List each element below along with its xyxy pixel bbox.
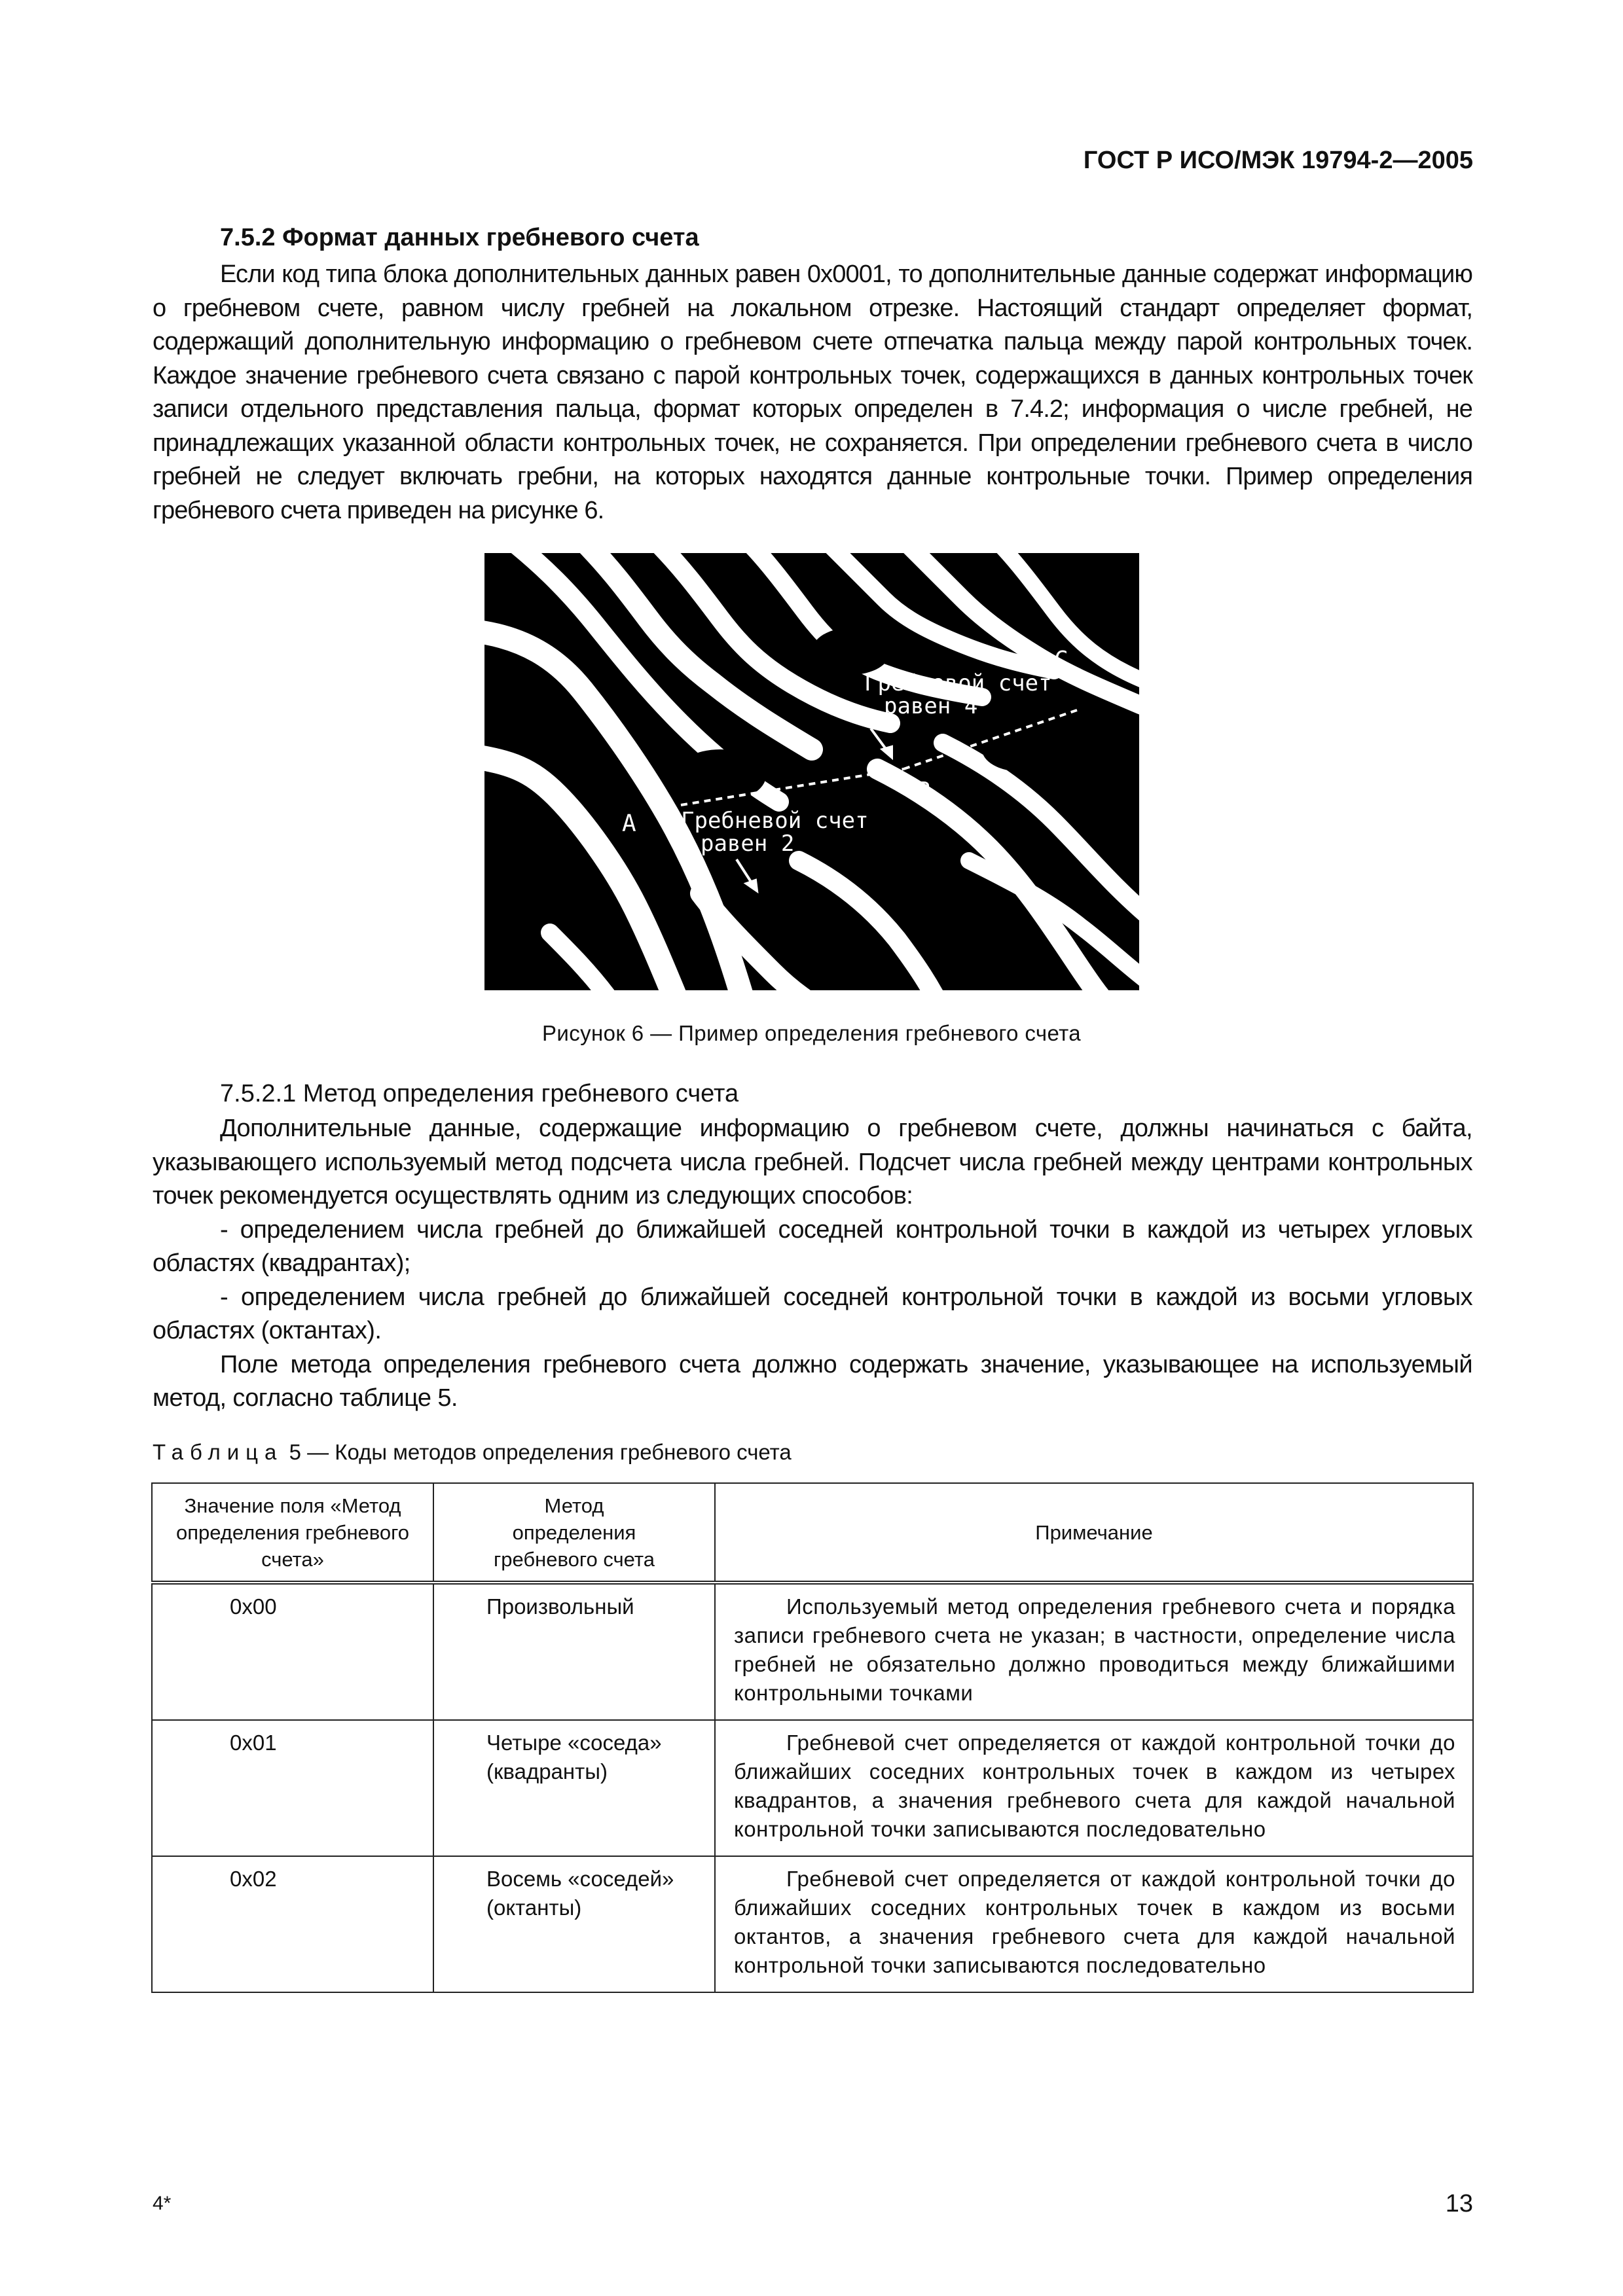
- subsection-paragraph-2: Поле метода определения гребневого счета должно содержать значение, указывающее на используемый метод, согласно таблице 5.: [153, 1350, 1472, 1412]
- cell-method: Четыре «соседа» (квадранты): [433, 1720, 715, 1856]
- point-c-label: C: [1054, 647, 1068, 673]
- cell-note: Гребневой счет определяется от каждой контрольной точки до ближайших соседних контрольных точек в каждом из восьми октантов, а значения гребневого счета для каждой начальной контрольной точки записываются последовательно: [715, 1856, 1473, 1992]
- fingerprint-figure: [484, 553, 1139, 990]
- table-caption-text: 5 — Коды методов определения гребневого счета: [289, 1440, 792, 1464]
- header-note: Примечание: [715, 1483, 1473, 1583]
- table-row: [152, 1720, 1473, 1856]
- subsection-title: 7.5.2.1 Метод определения гребневого счета: [220, 1080, 739, 1107]
- page-number: 13: [1445, 2190, 1473, 2217]
- lower-count-label-line2: равен 2: [701, 831, 795, 857]
- cell-note: Гребневой счет определяется от каждой контрольной точки до ближайших соседних контрольных точек в каждом из четырех квадрантов, а значения гребневого счета для каждой начальной контрольной точки записываются последовательно: [715, 1720, 1473, 1856]
- figure-caption: Рисунок 6 — Пример определения гребневого счета: [541, 1021, 1082, 1045]
- cell-method: Восемь «соседей» (октанты): [433, 1856, 715, 1992]
- cell-code: 0x01: [152, 1720, 433, 1856]
- section-title: 7.5.2 Формат данных гребневого счета: [220, 224, 699, 251]
- lower-count-label-line1: Гребневой счет: [681, 808, 869, 834]
- table-row: [152, 1583, 1473, 1720]
- section-paragraph-text: Если код типа блока дополнительных данных равен 0x0001, то дополнительные данные содержат информацию о гребневом счете, равном числу гребней на локальном отрезке. Настоящий стандарт определяет формат, содержащий дополнительную информацию о гребневом счете отпечатка пальца между парой контрольных точек. Каждое значение гребневого счета связано с парой контрольных точек, содержащихся в данных контрольных точек записи отдельного представления пальца, формат которых определен в 7.4.2; информация о числе гребней, не принадлежащих указанной области контрольных точек, не сохраняется. При определении гребневого счета в число гребней не следует включать гребни, на которых находятся данные контрольные точки. Пример определения гребневого счета приведен на рисунке 6.: [153, 260, 1472, 524]
- cell-method: Произвольный: [433, 1583, 715, 1720]
- table-row: [152, 1856, 1473, 1992]
- cell-code: 0x00: [152, 1583, 433, 1720]
- table-caption-label: Таблица: [153, 1440, 283, 1464]
- sheet-mark: 4*: [153, 2193, 172, 2214]
- upper-count-label-line1: Гребневой счет: [864, 670, 1052, 696]
- header-method: Метод определения гребневого счета: [433, 1483, 715, 1583]
- document-header: ГОСТ Р ИСО/МЭК 19794-2—2005: [1083, 147, 1473, 174]
- fingerprint-image: [484, 553, 1139, 990]
- ridge-count-methods-table: [151, 1482, 1474, 1993]
- method-item-octants: - определением числа гребней до ближайшей соседней контрольной точки в каждой из восьми угловых областях (октантах).: [153, 1283, 1472, 1344]
- subsection-paragraph-1: Дополнительные данные, содержащие информацию о гребневом счете, должны начинаться с байта, указывающего используемый метод подсчета числа гребней. Подсчет числа гребней между центрами контрольных точек рекомендуется осуществлять одним из следующих способов:: [153, 1115, 1472, 1210]
- cell-note: Используемый метод определения гребневого счета и порядка записи гребневого счета не указан; в частности, определение числа гребней не обязательно должно проводиться между ближайшими контрольными точками: [715, 1583, 1473, 1720]
- point-a-label: A: [622, 810, 636, 837]
- upper-count-label-line2: равен 4: [884, 693, 978, 719]
- section-paragraph: [153, 258, 1472, 528]
- cell-code: 0x02: [152, 1856, 433, 1992]
- subsection-body: [153, 1112, 1472, 1416]
- table-header-row: [152, 1483, 1473, 1583]
- point-b-label: B: [917, 778, 931, 804]
- method-item-quadrants: - определением числа гребней до ближайшей соседней контрольной точки в каждой из четырех угловых областях (квадрантах);: [153, 1215, 1472, 1277]
- table-caption: [153, 1440, 792, 1465]
- header-field-value: Значение поля «Метод определения гребневого счета»: [152, 1483, 433, 1583]
